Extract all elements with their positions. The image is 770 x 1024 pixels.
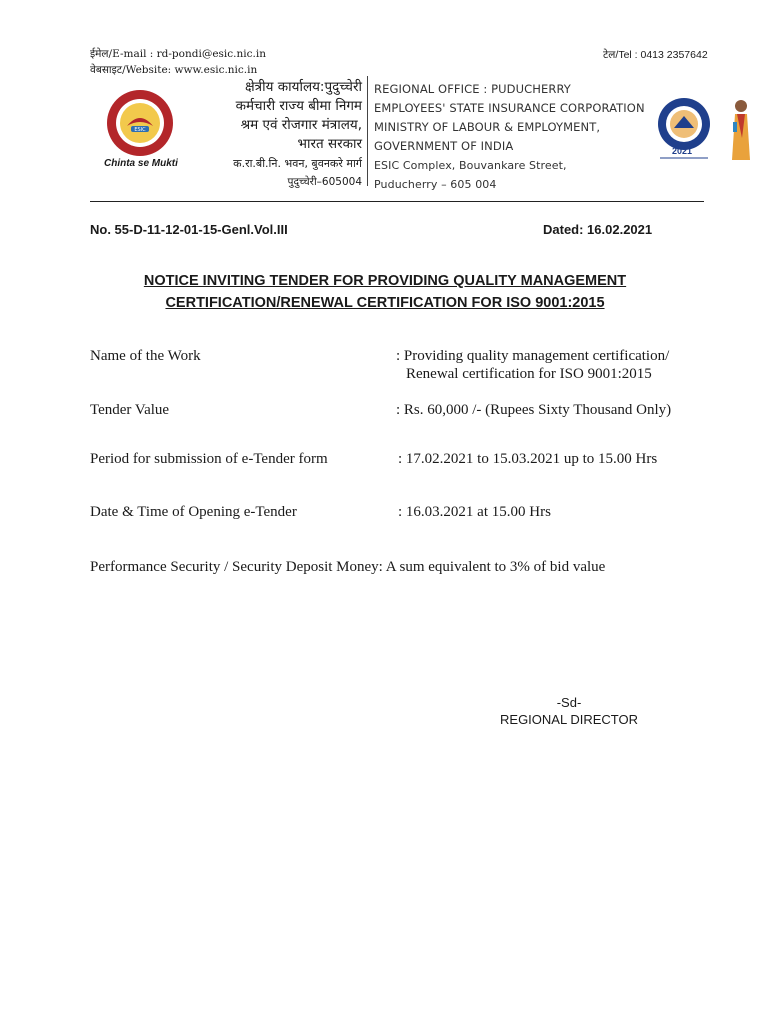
notice-title: [0, 270, 770, 314]
esic-logo: [105, 88, 175, 158]
security-deposit-line: Performance Security / Security Deposit Money: A sum equivalent to 3% of bid value: [90, 559, 606, 575]
header-divider: [367, 76, 368, 186]
tender-value-label: Tender Value: [90, 402, 170, 418]
tender-value: : Rs. 60,000 /- (Rupees Sixty Thousand Only): [396, 402, 672, 418]
signature-sd: -Sd-: [556, 695, 582, 710]
opening-value: : 16.03.2021 at 15.00 Hrs: [398, 504, 551, 520]
english-line-office: REGIONAL OFFICE : PUDUCHERRY: [374, 82, 571, 96]
hindi-line-address: क.रा.बी.नि. भवन, बुवनकरे मार्ग: [233, 157, 362, 170]
email-line: ईमेल/E-mail : rd-pondi@esic.nic.in: [90, 48, 266, 60]
hindi-line-corporation: कर्मचारी राज्य बीमा निगम: [235, 98, 362, 114]
english-line-address: ESIC Complex, Bouvankare Street,: [374, 159, 567, 172]
signature-designation: REGIONAL DIRECTOR: [500, 712, 638, 727]
hindi-line-ministry: श्रम एवं रोजगार मंत्रालय,: [240, 117, 362, 133]
work-label: Name of the Work: [90, 348, 201, 364]
svg-text:ESIC: ESIC: [134, 127, 146, 133]
website-line: वेबसाइट/Website: www.esic.nic.in: [90, 64, 258, 76]
submission-period-label: Period for submission of e-Tender form: [90, 451, 328, 467]
work-value-line1: : Providing quality management certification/: [396, 348, 670, 364]
english-line-corporation: EMPLOYEES' STATE INSURANCE CORPORATION: [374, 101, 645, 115]
opening-label: Date & Time of Opening e-Tender: [90, 504, 297, 520]
submission-period-value: : 17.02.2021 to 15.03.2021 up to 15.00 Hrs: [398, 451, 658, 467]
signature-block: [498, 694, 640, 728]
header-rule: [90, 201, 704, 202]
reference-date: Dated: 16.02.2021: [543, 222, 653, 237]
notice-title-line1: NOTICE INVITING TENDER FOR PROVIDING QUALITY MANAGEMENT: [143, 273, 627, 289]
english-line-city: Puducherry – 605 004: [374, 178, 497, 191]
telephone-line: टेल/Tel : 0413 2357642: [603, 49, 708, 61]
header-english: [374, 80, 645, 194]
hindi-line-pincode: पुदुच्चेरी–605004: [287, 176, 362, 188]
reference-number: No. 55-D-11-12-01-15-Genl.Vol.III: [90, 222, 288, 237]
badge-year: 2021: [672, 146, 693, 156]
work-value-line2: Renewal certification for ISO 9001:2015: [406, 366, 652, 382]
hindi-line-office: क्षेत्रीय कार्यालय:पुदुच्चेरी: [245, 79, 362, 95]
header-hindi: [190, 78, 362, 192]
mascot-figure: [728, 98, 754, 164]
hindi-line-government: भारत सरकार: [297, 136, 362, 152]
english-line-government: GOVERNMENT OF INDIA: [374, 139, 514, 153]
english-line-ministry: MINISTRY OF LABOUR & EMPLOYMENT,: [374, 120, 601, 134]
notice-title-line2: CERTIFICATION/RENEWAL CERTIFICATION FOR ISO 9001:2015: [165, 295, 605, 311]
logo-motto: Chinta se Mukti: [104, 158, 178, 169]
